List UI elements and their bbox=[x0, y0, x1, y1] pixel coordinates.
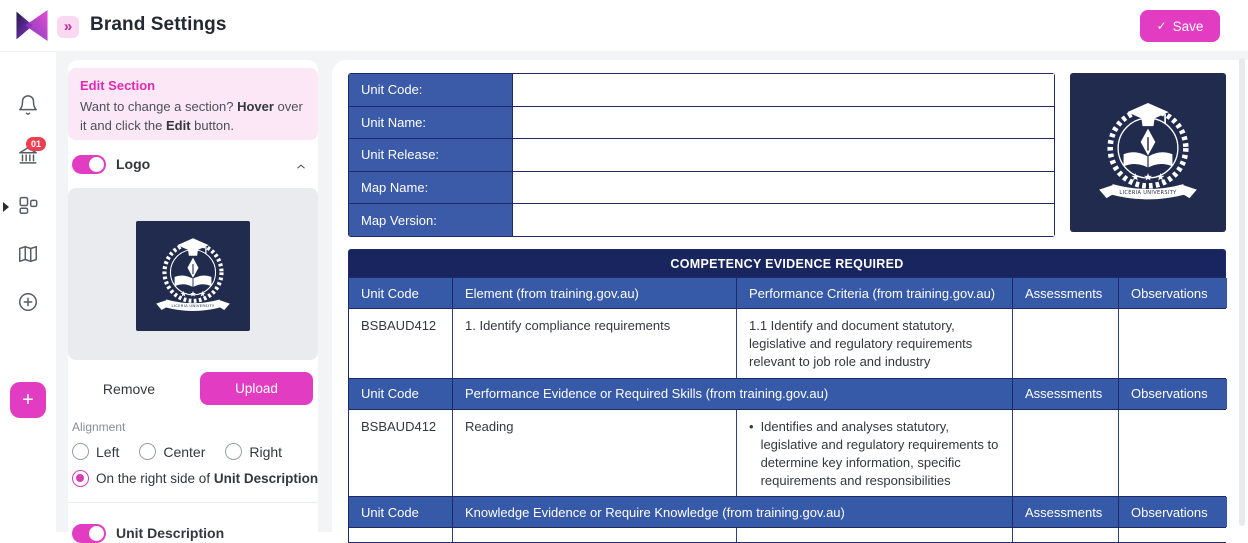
column-header: Observations bbox=[1119, 379, 1227, 409]
assessments-cell bbox=[1013, 410, 1119, 497]
observations-cell bbox=[1119, 528, 1227, 542]
column-header: Performance Criteria (from training.gov.au) bbox=[737, 278, 1013, 308]
unit-description-section-label: Unit Description bbox=[116, 525, 225, 541]
alignment-selected-row bbox=[72, 470, 318, 487]
radio-align-right-label: Right bbox=[249, 443, 283, 460]
check-icon: ✓ bbox=[1156, 19, 1167, 33]
radio-align-center[interactable] bbox=[139, 443, 156, 460]
bell-icon[interactable] bbox=[17, 94, 39, 116]
map-icon[interactable] bbox=[17, 243, 39, 265]
sidebar-collapse-button[interactable] bbox=[57, 16, 79, 38]
field-label: Unit Name: bbox=[349, 107, 513, 139]
panel-divider bbox=[68, 502, 318, 503]
column-header: Unit Code bbox=[349, 497, 453, 527]
layout-sections-icon[interactable] bbox=[17, 194, 39, 216]
field-label: Unit Release: bbox=[349, 139, 513, 171]
observations-cell bbox=[1119, 309, 1227, 378]
column-header: Observations bbox=[1119, 278, 1227, 308]
column-header: Unit Code bbox=[349, 379, 453, 409]
table-header-row bbox=[349, 497, 1225, 528]
icon-rail bbox=[0, 52, 56, 532]
radio-align-right[interactable] bbox=[225, 443, 242, 460]
edit-section-title: Edit Section bbox=[80, 78, 156, 93]
radio-align-left-label: Left bbox=[96, 443, 120, 460]
table-row bbox=[349, 107, 1054, 140]
radio-align-beside-description[interactable] bbox=[72, 470, 89, 487]
knowledge-cell bbox=[453, 528, 737, 542]
field-label: Map Name: bbox=[349, 172, 513, 204]
column-header: Knowledge Evidence or Require Knowledge (from training.gov.au) bbox=[453, 497, 1013, 527]
logo-toggle[interactable] bbox=[72, 155, 106, 174]
column-header: Unit Code bbox=[349, 278, 453, 308]
upload-logo-button[interactable]: Upload bbox=[200, 372, 313, 405]
table-header-row bbox=[349, 278, 1225, 309]
table-row bbox=[349, 172, 1054, 205]
app-logo-icon bbox=[13, 9, 51, 47]
unit-code-cell bbox=[349, 528, 453, 542]
table-row bbox=[349, 139, 1054, 172]
toggle-knob bbox=[89, 526, 104, 541]
column-header: Assessments bbox=[1013, 278, 1119, 308]
column-header: Assessments bbox=[1013, 497, 1119, 527]
column-header: Assessments bbox=[1013, 379, 1119, 409]
radio-align-left[interactable] bbox=[72, 443, 89, 460]
table-row bbox=[349, 410, 1225, 498]
map-name-field[interactable] bbox=[513, 172, 1054, 204]
university-logo-image bbox=[1070, 73, 1226, 232]
chevrons-right-icon: » bbox=[63, 17, 73, 35]
criteria-cell: 1.1 Identify and document statutory, legislative and regulatory requirements relevant to job role and industry bbox=[737, 309, 1013, 378]
save-button-label: Save bbox=[1172, 18, 1204, 34]
toggle-knob bbox=[89, 157, 104, 172]
save-button[interactable] bbox=[1140, 10, 1220, 42]
evidence-cell: • Identifies and analyses statutory, legislative and regulatory requirements to determine key information, specific requirements and responsibilities bbox=[737, 410, 1013, 497]
radio-align-beside-description-label: On the right side of Unit Description bbox=[96, 471, 319, 486]
field-label: Unit Code: bbox=[349, 74, 513, 106]
column-header: Observations bbox=[1119, 497, 1227, 527]
assessments-cell bbox=[1013, 528, 1119, 542]
column-header: Performance Evidence or Required Skills (from training.gov.au) bbox=[453, 379, 1013, 409]
remove-logo-button[interactable]: Remove bbox=[102, 381, 156, 397]
field-label: Map Version: bbox=[349, 204, 513, 236]
edit-section-hint bbox=[68, 68, 318, 140]
unit-code-field[interactable] bbox=[513, 74, 1054, 106]
radio-align-center-label: Center bbox=[163, 443, 206, 460]
map-version-field[interactable] bbox=[513, 204, 1054, 236]
vertical-scrollbar[interactable] bbox=[1239, 58, 1245, 526]
unit-details-table bbox=[348, 73, 1055, 237]
alignment-options-row bbox=[72, 443, 302, 460]
evidence-cell bbox=[737, 528, 1013, 542]
edit-section-body: Want to change a section? Hover over it and click the Edit button. bbox=[80, 99, 303, 133]
table-title-row bbox=[349, 250, 1225, 278]
column-header: Element (from training.gov.au) bbox=[453, 278, 737, 308]
unit-code-cell: BSBAUD412 bbox=[349, 410, 453, 497]
notification-badge: 01 bbox=[26, 137, 46, 151]
assessments-cell bbox=[1013, 309, 1119, 378]
table-row bbox=[349, 74, 1054, 107]
unit-code-cell: BSBAUD412 bbox=[349, 309, 453, 378]
plus-icon: + bbox=[22, 388, 34, 411]
table-row bbox=[349, 528, 1225, 542]
skill-cell: Reading bbox=[453, 410, 737, 497]
page-title: Brand Settings bbox=[90, 14, 227, 35]
table-header-row bbox=[349, 379, 1225, 410]
competency-evidence-table bbox=[348, 249, 1226, 543]
unit-release-field[interactable] bbox=[513, 139, 1054, 171]
element-cell: 1. Identify compliance requirements bbox=[453, 309, 737, 378]
logo-preview-image[interactable] bbox=[136, 221, 250, 331]
bullet-icon: • bbox=[749, 418, 754, 434]
unit-name-field[interactable] bbox=[513, 107, 1054, 139]
plus-circle-icon[interactable] bbox=[17, 291, 39, 313]
top-header bbox=[0, 0, 1248, 52]
add-button[interactable] bbox=[10, 382, 46, 418]
table-row bbox=[349, 204, 1054, 236]
table-title: COMPETENCY EVIDENCE REQUIRED bbox=[349, 250, 1225, 277]
alignment-label: Alignment bbox=[72, 420, 126, 434]
logo-section-label: Logo bbox=[116, 156, 151, 172]
table-row bbox=[349, 309, 1225, 379]
observations-cell bbox=[1119, 410, 1227, 497]
unit-description-toggle[interactable] bbox=[72, 524, 106, 543]
active-item-caret-icon bbox=[3, 202, 9, 212]
chevron-up-icon[interactable] bbox=[294, 159, 308, 169]
